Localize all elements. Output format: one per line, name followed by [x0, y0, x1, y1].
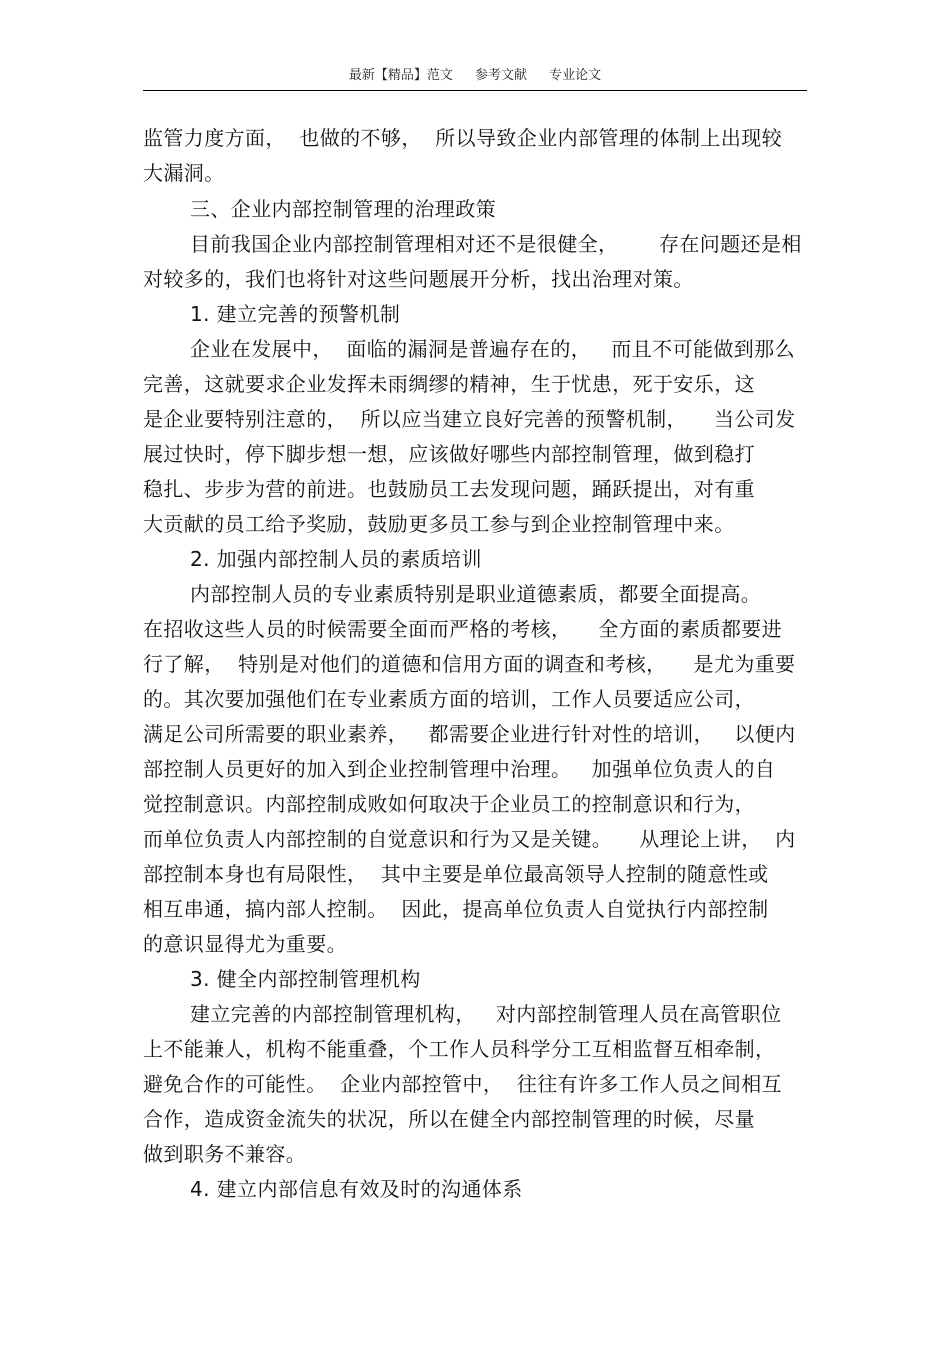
page-header: [143, 66, 807, 91]
body-line: 大贡献的员工给予奖励，鼓励更多员工参与到企业控制管理中来。: [143, 512, 735, 536]
body-line: 上不能兼人，机构不能重叠，个工作人员科学分工互相监督互相牵制，: [143, 1037, 776, 1061]
body-line: 企业在发展中， 面临的漏洞是普遍存在的， 而且不可能做到那么: [190, 337, 795, 361]
header-item-latest: 最新【精品】范文: [348, 68, 453, 83]
body-line: 而单位负责人内部控制的自觉意识和行为又是关键。 从理论上讲， 内: [143, 827, 796, 851]
body-line: 目前我国企业内部控制管理相对还不是很健全， 存在问题还是相: [190, 232, 802, 256]
subsection-heading: 3. 健全内部控制管理机构: [190, 967, 421, 991]
body-line: 对较多的，我们也将针对这些问题展开分析，找出治理对策。: [143, 267, 694, 291]
body-line: 展过快时，停下脚步想一想，应该做好哪些内部控制管理，做到稳打: [143, 442, 755, 466]
body-line: 稳扎、步步为营的前进。也鼓励员工去发现问题，踊跃提出，对有重: [143, 477, 755, 501]
body-line: 部控制本身也有局限性， 其中主要是单位最高领导人控制的随意性或: [143, 862, 769, 886]
body-line: 相互串通，搞内部人控制。 因此，提高单位负责人自觉执行内部控制: [143, 897, 769, 921]
body-line: 行了解， 特别是对他们的道德和信用方面的调查和考核， 是尤为重要: [143, 652, 796, 676]
body-line: 满足公司所需要的职业素养， 都需要企业进行针对性的培训， 以便内: [143, 722, 796, 746]
body-line: 建立完善的内部控制管理机构， 对内部控制管理人员在高管职位: [190, 1002, 782, 1026]
body-line: 合作，造成资金流失的状况，所以在健全内部控制管理的时候，尽量: [143, 1107, 755, 1131]
body-line: 觉控制意识。内部控制成败如何取决于企业员工的控制意识和行为，: [143, 792, 755, 816]
body-line: 部控制人员更好的加入到企业控制管理中治理。 加强单位负责人的自: [143, 757, 776, 781]
header-item-references: 参考文献: [474, 68, 527, 83]
body-line: 的意识显得尤为重要。: [143, 932, 347, 956]
subsection-heading: 1. 建立完善的预警机制: [190, 302, 401, 326]
subsection-heading: 2. 加强内部控制人员的素质培训: [190, 547, 482, 571]
body-line: 在招收这些人员的时候需要全面而严格的考核， 全方面的素质都要进: [143, 617, 783, 641]
body-line: 避免合作的可能性。 企业内部控管中， 往往有许多工作人员之间相互: [143, 1072, 783, 1096]
subsection-heading: 4. 建立内部信息有效及时的沟通体系: [190, 1177, 523, 1201]
body-line: 是企业要特别注意的， 所以应当建立良好完善的预警机制， 当公司发: [143, 407, 796, 431]
body-line: 大漏洞。: [143, 161, 225, 185]
body-line: 监管力度方面， 也做的不够， 所以导致企业内部管理的体制上出现较: [143, 126, 783, 150]
section-heading: 三、企业内部控制管理的治理政策: [190, 197, 496, 221]
body-line: 做到职务不兼容。: [143, 1142, 307, 1166]
body-line: 的。其次要加强他们在专业素质方面的培训，工作人员要适应公司，: [143, 687, 755, 711]
body-line: 内部控制人员的专业素质特别是职业道德素质，都要全面提高。: [190, 582, 762, 606]
body-line: 完善，这就要求企业发挥未雨绸缪的精神，生于忧患，死于安乐，这: [143, 372, 755, 396]
header-item-papers: 专业论文: [549, 68, 602, 83]
